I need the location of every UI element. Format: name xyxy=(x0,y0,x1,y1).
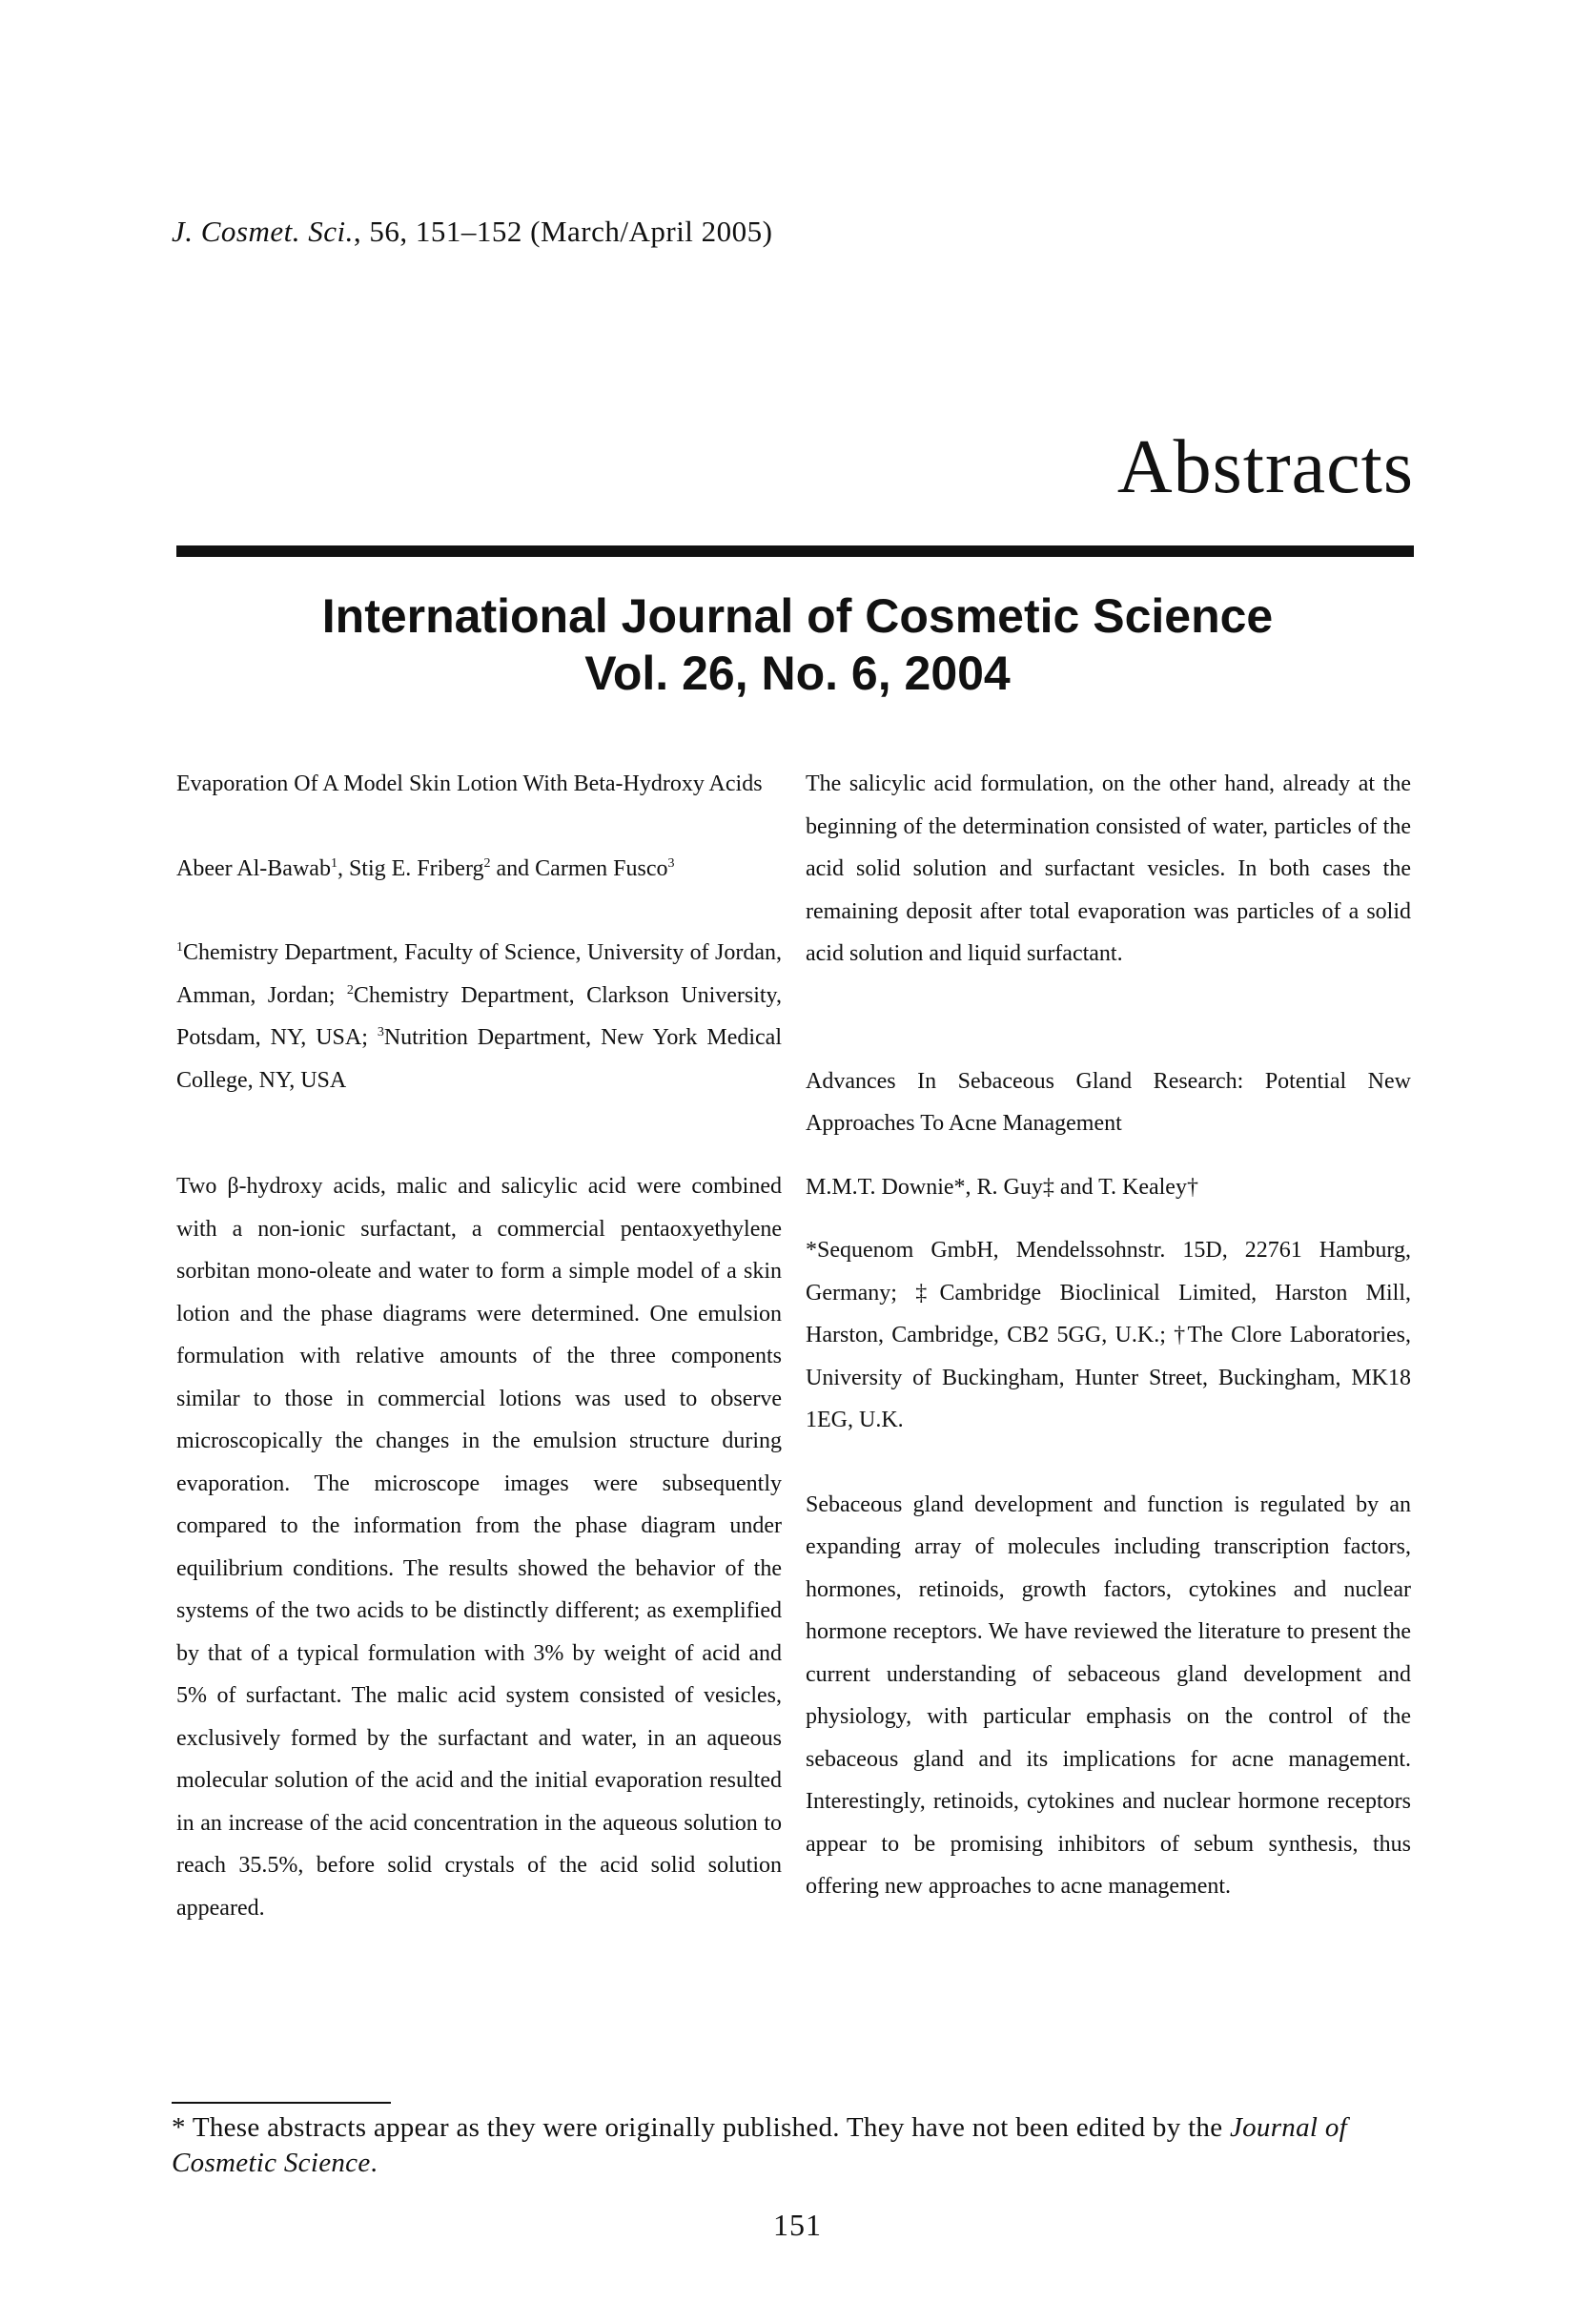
journal-volume: Vol. 26, No. 6, 2004 xyxy=(584,647,1011,700)
right-column xyxy=(806,763,1411,1908)
abstract2-title: Advances In Sebaceous Gland Research: Potential New Approaches To Acne Management xyxy=(806,1068,1411,1136)
abstract2-authors: M.M.T. Downie*, R. Guy‡ and T. Kealey† xyxy=(806,1174,1198,1200)
journal-abbreviation: J. Cosmet. Sci. xyxy=(172,215,354,248)
page-number: 151 xyxy=(773,2208,822,2242)
abstract1-affiliations: $^1$Chemistry Department, Faculty of Science, University of Jordan, Amman, Jordan; $^2$Chemistry Department, Clarkson University, Potsdam, NY, USA; $^3$Nutrition Department, New York Medical College, NY, USA xyxy=(176,940,782,1093)
footnote-rule xyxy=(172,2102,391,2104)
footnote: * These abstracts appear as they were originally published. They have not been edited by the Journal of Cosmetic Science. xyxy=(172,2112,1347,2178)
abstract1-body: Two β-hydroxy acids, malic and salicylic acid were combined with a non-ionic surfactant, a commercial pentaoxyethylene sorbitan mono-oleate and water to form a simple model of a skin lotion and the phase diagrams were determined. One emulsion formulation with relative amounts of the three components similar to those in commercial lotions was used to observe microscopically the changes in the emulsion structure during evaporation. The microscope images were subsequently compared to the information from the phase diagram under equilibrium conditions. The results showed the behavior of the systems of the two acids to be distinctly different; as exemplified by that of a typical formulation with 3% by weight of acid and 5% of surfactant. The malic acid system consisted of vesicles, exclusively formed by the surfactant and water, in an aqueous molecular solution of the acid and the initial evaporation resulted in an increase of the acid concentration in the aqueous solution to reach 35.5%, before solid crystals of the acid solid solution appeared. xyxy=(176,1174,782,1921)
journal-name: International Journal of Cosmetic Science xyxy=(321,589,1274,643)
abstract1-body-continued: The salicylic acid formulation, on the other hand, already at the beginning of the determination consisted of water, particles of the acid solid solution and surfactant vesicles. In both cases the remaining deposit after total evaporation was particles of a solid acid solution and liquid surfactant. xyxy=(806,771,1411,966)
abstract1-authors: Abeer Al-Bawab$^1$, Stig E. Friberg$^2$ and Carmen Fusco$^3$ xyxy=(176,855,675,881)
left-column xyxy=(176,763,782,1929)
section-title: Abstracts xyxy=(1116,425,1414,509)
abstract2-body: Sebaceous gland development and function is regulated by an expanding array of molecules including transcription factors, hormones, retinoids, growth factors, cytokines and nuclear hormone receptors. We have reviewed the literature to present the current understanding of sebaceous gland development and physiology, with particular emphasis on the control of the sebaceous gland and its implications for acne management. Interestingly, retinoids, cytokines and nuclear hormone receptors appear to be promising inhibitors of sebum synthesis, thus offering new approaches to acne management. xyxy=(806,1491,1411,1899)
abstract2-affiliations: *Sequenom GmbH, Mendelssohnstr. 15D, 22761 Hamburg, Germany; ‡Cambridge Bioclinical Limited, Harston Mill, Harston, Cambridge, CB2 5GG, U.K.; †The Clore Laboratories, University of Buckingham, Hunter Street, Buckingham, MK18 1EG, U.K. xyxy=(806,1238,1411,1432)
running-head xyxy=(172,215,773,249)
abstract1-title: Evaporation Of A Model Skin Lotion With Beta-Hydroxy Acids xyxy=(176,771,763,796)
citation: , 56, 151–152 (March/April 2005) xyxy=(353,215,773,248)
title-rule xyxy=(176,545,1414,557)
